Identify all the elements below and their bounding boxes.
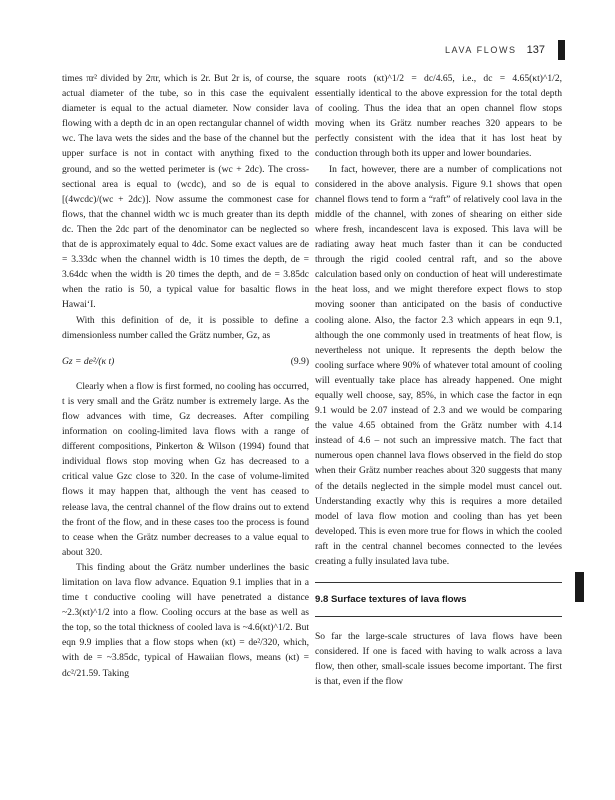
header-marker-bar	[558, 40, 565, 60]
section-title: 9.8 Surface textures of lava flows	[315, 594, 467, 606]
left-column	[62, 71, 309, 681]
paragraph: So far the large-scale structures of lava flows have been considered. If one is faced with having to walk across a lava flow, then other, small-scale issues become important. The first is that, even if the flow	[315, 631, 562, 688]
paragraph: With this definition of de, it is possible to define a dimensionless number called the Grätz number, Gz, as	[62, 314, 309, 341]
paragraph: Clearly when a flow is first formed, no cooling has occurred, t is very small and the Grätz number is extremely large. As the flow advances with time, Gz decreases. After compiling information on cooling-limited lava flows with a range of different compositions, Pinkerton & Wilson (1994) found that individual flows stop moving when Gz has decreased to a critical value Gzc close to 320. In the case of volume-limited flows it may happen that, although the vent has ceased to release lava, the central channel of the flow drains out to extend the front of the flow, and in these cases too the process is found to cease when the Grätz number decreases to a value equal to about 320.	[62, 380, 309, 558]
equation-number: (9.9)	[290, 355, 309, 367]
equation-expression: Gz = de²/(κ t)	[62, 355, 115, 367]
paragraph: This finding about the Grätz number underlines the basic limitation on lava flow advance. Equation 9.1 implies that in a time t conductive cooling will have penetrated a distance ~2.3(κt)^1/2 into a flow. Cooling occurs at the base as well as the top, so the total thickness of cooled lava is ~4.6(κt)^1/2. But eqn 9.9 implies that a flow stops when (κt) = de²/320, which, with de = ~3.85dc, typical of Hawaiian flows, means (κt) = dc²/21.59. Taking	[62, 561, 309, 679]
right-column	[315, 71, 562, 690]
paragraph: times πr² divided by 2πr, which is 2r. But 2r is, of course, the actual diameter of the tube, so in this case the equivalent diameter is equal to the actual diameter. Now consider lava flowing with a depth dc in an open rectangular channel of width wc. The lava wets the sides and the base of the channel but the upper surface is not in contact with anything fixed to the ground, and so the wetted perimeter is (wc + 2dc). The cross-sectional area is equal to (wcdc), and so de is equal to [(4wcdc)/(wc + 2dc)]. Now assume the commonest case for flows, that the channel width wc is much greater than its depth dc. Then the 2dc part of the denominator can be neglected so that de is approximately equal to 4dc. Some exact values are de = 3.33dc when the channel width is 10 times the depth, de = 3.64dc when the width is 20 times the depth, and de = 3.85dc when the ratio is 50, a typical value for basaltic flows in Hawai‘I.	[62, 73, 309, 311]
equation-9-9	[62, 354, 309, 369]
section-heading	[315, 582, 562, 617]
page-number: 137	[526, 44, 545, 56]
running-title: LAVA FLOWS	[444, 45, 517, 55]
section-marker-bar	[575, 572, 584, 602]
paragraph: In fact, however, there are a number of complications not considered in the above analysis. Figure 9.1 shows that open channel flows tend to form a “raft” of relatively cool lava in the middle of the channel, with zones of shearing on either side where fresh, incandescent lava is exposed. This lava will be radiating away heat much faster than it can be conducted through the rigid cooled central raft, and so the above calculation based only on conduction of heat will underestimate the heat loss, and we might therefore expect flows to stop moving sooner than anticipated on the basis of conductive cooling alone. Also, the factor 2.3 which appears in eqn 9.1, although the one commonly used in treatments of heat flow, is nevertheless not unique. It represents the depth below the cooling surface where 90% of whatever total amount of cooling will eventually take place has already happened. One might equally well choose, say, 85%, in which case the factor in eqn 9.1 would be 2.07 instead of 2.3 and we would be comparing the value 4.65 obtained from the Grätz number with 4.14 instead of 4.6 – not such an impressive match. The fact that numerous open channel lava flows observed in the field do stop when their Grätz number reaches about 320 suggests that many of the details neglected in the simple model must cancel out. Understanding exactly why this is requires a more detailed model of lava flow motion and cooling than has yet been developed. This is even more true for flows in which the cooled raft in the central channel becomes connected to the levées creating a fully insulated lava tube.	[315, 163, 562, 567]
running-header	[445, 40, 545, 60]
paragraph: square roots (κt)^1/2 = dc/4.65, i.e., dc = 4.65(κt)^1/2, essentially identical to the above expression for the total depth of cooling. Thus the idea that an open channel flow stops moving when its Grätz number reaches 320 appears to be perfectly consistent with the idea that it has lost heat by conduction through both its upper and lower boundaries.	[315, 73, 562, 160]
